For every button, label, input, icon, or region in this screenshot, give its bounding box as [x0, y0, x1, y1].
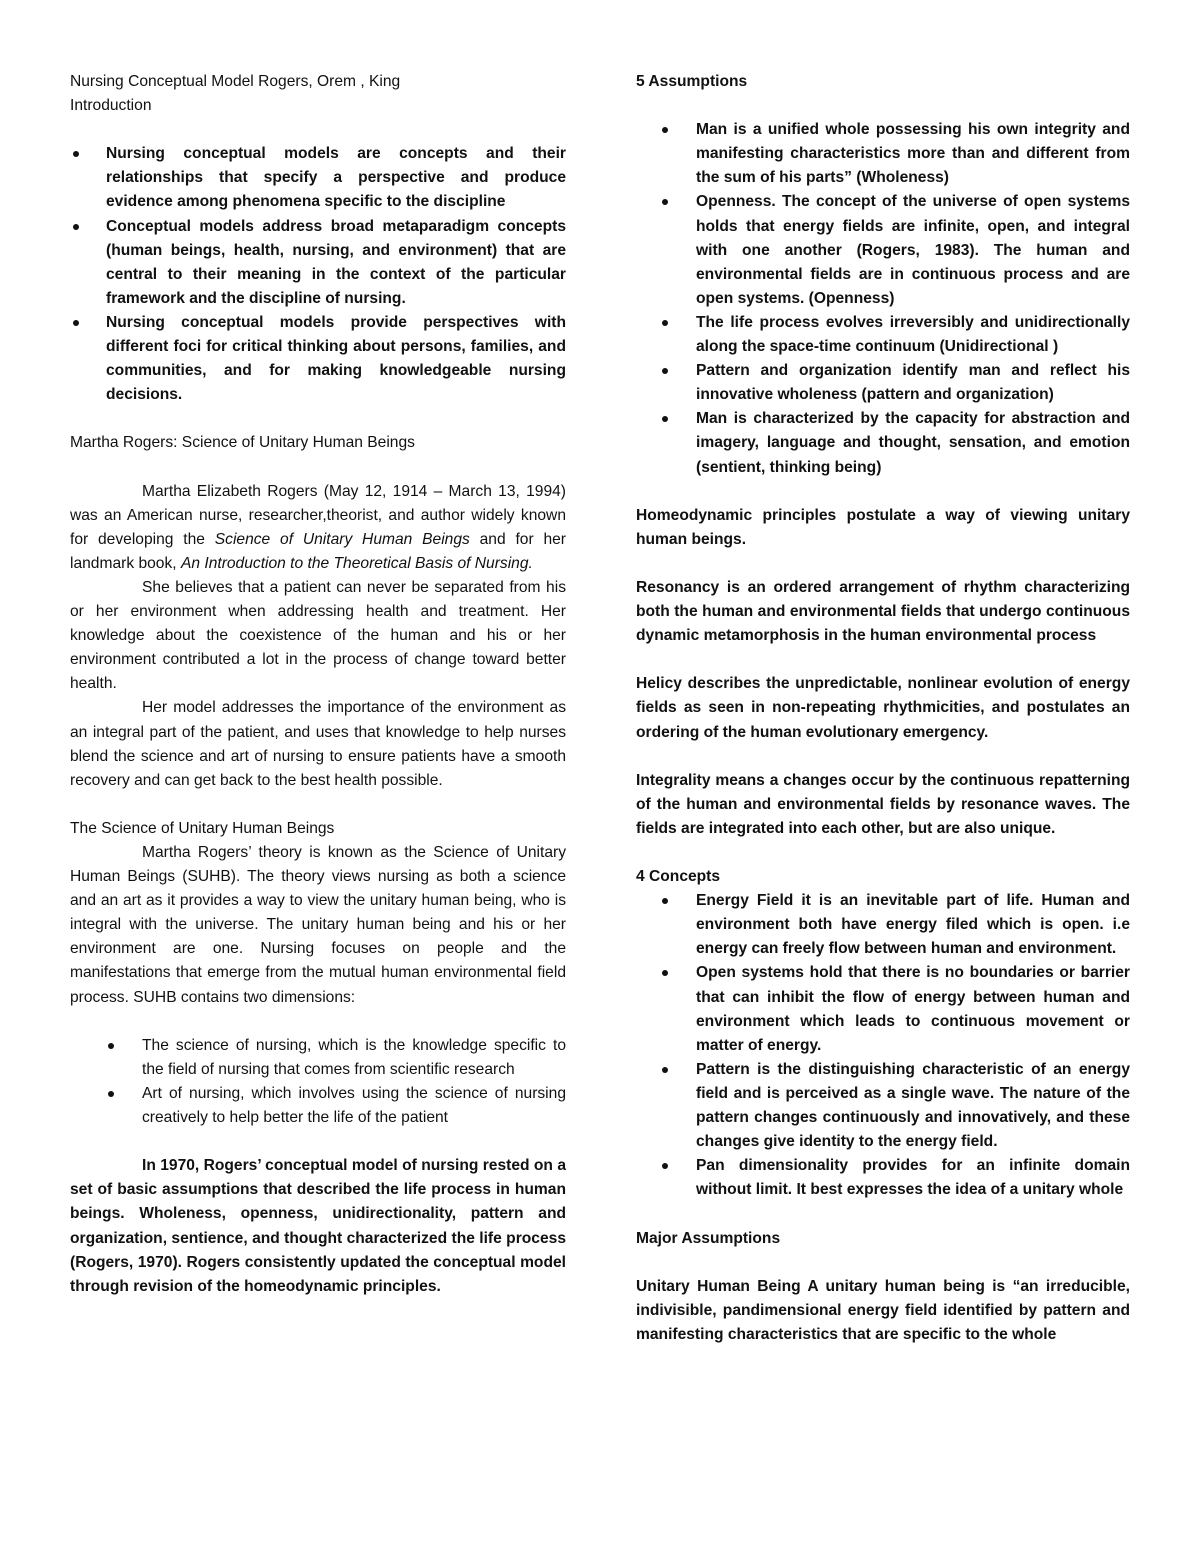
suhb-heading: The Science of Unitary Human Beings [70, 819, 335, 837]
helicy-paragraph: Helicy describes the unpredictable, nonlinear evolution of energy fields as seen in non-repeating rhythmicities, and postulates an ordering of the human evolutionary emergency. [636, 675, 1130, 741]
bullet-icon [73, 224, 79, 230]
list-item: Art of nursing, which involves using the science of nursing creatively to help better the life of the patient [70, 1082, 566, 1130]
resonancy-paragraph: Resonancy is an ordered arrangement of rhythm characterizing both the human and environmental fields that undergo continuous dynamic metamorphosis in the human environmental process [636, 578, 1130, 645]
bullet-icon [662, 127, 668, 133]
list-item: The science of nursing, which is the knowledge specific to the field of nursing that comes from scientific research [70, 1034, 566, 1082]
list-item: Nursing conceptual models provide perspectives with different foci for critical thinking about persons, families, and communities, and for making knowledgeable nursing decisions. [70, 311, 566, 407]
list-item: Pan dimensionality provides for an infinite domain without limit. It best expresses the idea of a unitary whole [636, 1154, 1130, 1202]
integrality-paragraph: Integrality means a changes occur by the continuous repatterning of the human and environmental fields by resonance waves. The fields are integrated into each other, but are also unique. [636, 771, 1130, 837]
bullet-icon [662, 416, 668, 422]
concepts-list [636, 889, 1130, 1202]
suhb-paragraph: Martha Rogers’ theory is known as the Science of Unitary Human Beings (SUHB). The theory views nursing as both a science and an art as it provides a way to view the unitary human being, who is integral with the universe. The unitary human being and his or her environment are one. Nursing focuses on people and the manifestations that emerge from the mutual human environmental field process. SUHB contains two dimensions: [70, 844, 566, 1006]
bullet-icon [662, 320, 668, 326]
bullet-icon [662, 898, 668, 904]
list-item: Nursing conceptual models are concepts and their relationships that specify a perspective and produce evidence among phenomena specific to the discipline [70, 142, 566, 214]
bullet-icon [662, 368, 668, 374]
bullet-icon [108, 1043, 114, 1049]
dimensions-list [70, 1034, 566, 1130]
list-item: Pattern and organization identify man and reflect his innovative wholeness (pattern and organization) [636, 359, 1130, 407]
list-item: Energy Field it is an inevitable part of life. Human and environment both have energy filed which is open. i.e energy can freely flow between human and environment. [636, 889, 1130, 961]
list-item: Openness. The concept of the universe of open systems holds that energy fields are infinite, open, and integral with one another (Rogers, 1983). The human and environmental fields are in continuous process and are open systems. (Openness) [636, 190, 1130, 310]
unitary-human-being-paragraph: Unitary Human Being A unitary human being is “an irreducible, indivisible, pandimensional energy field identified by pattern and manifesting characteristics that are specific to the whole [636, 1277, 1130, 1343]
list-item: Pattern is the distinguishing characteristic of an energy field and is perceived as a single wave. The nature of the pattern changes continuously and innovatively, and these changes give identity to the energy field. [636, 1058, 1130, 1154]
assumptions-list [636, 118, 1130, 479]
introduction-list [70, 142, 566, 407]
assumptions-heading: 5 Assumptions [636, 73, 748, 90]
major-assumptions-heading: Major Assumptions [636, 1229, 781, 1247]
bullet-icon [662, 970, 668, 976]
bullet-icon [108, 1091, 114, 1097]
assumptions-1970-paragraph: In 1970, Rogers’ conceptual model of nursing rested on a set of basic assumptions that described the life process in human beings. Wholeness, openness, unidirectionality, pattern and organization, sentience, and thought characterized the life process (Rogers, 1970). Rogers consistently updated the conceptual model through revision of the homeodynamic principles. [70, 1157, 566, 1295]
right-column [636, 70, 1130, 1347]
bullet-icon [662, 1163, 668, 1169]
model-paragraph: Her model addresses the importance of the environment as an integral part of the patient, and uses that knowledge to help nurses blend the science and art of nursing to ensure patients have a smooth recovery and can get back to the best health possible. [70, 699, 566, 789]
list-item: Open systems hold that there is no boundaries or barrier that can inhibit the flow of energy between human and environment which leads to continuous movement or matter of energy. [636, 961, 1130, 1057]
bullet-icon [73, 320, 79, 326]
document-title: Nursing Conceptual Model Rogers, Orem , King [70, 73, 401, 90]
biography-paragraph: Martha Elizabeth Rogers (May 12, 1914 – March 13, 1994) was an American nurse, researcher,theorist, and author widely known for developing the Science of Unitary Human Beings and for her landmark book, An Introduction to the Theoretical Basis of Nursing. [70, 482, 566, 572]
bullet-icon [73, 151, 79, 157]
list-item: Man is characterized by the capacity for abstraction and imagery, language and thought, sensation, and emotion (sentient, thinking being) [636, 407, 1130, 479]
rogers-heading: Martha Rogers: Science of Unitary Human Beings [70, 434, 415, 452]
bullet-icon [662, 1067, 668, 1073]
list-item: Conceptual models address broad metaparadigm concepts (human beings, health, nursing, and environment) that are central to their meaning in the context of the particular framework and the discipline of nursing. [70, 215, 566, 311]
list-item: The life process evolves irreversibly and unidirectionally along the space-time continuum (Unidirectional ) [636, 311, 1130, 359]
homeodynamic-paragraph: Homeodynamic principles postulate a way of viewing unitary human beings. [636, 506, 1130, 548]
introduction-heading: Introduction [70, 97, 152, 115]
concepts-heading: 4 Concepts [636, 868, 721, 886]
environment-paragraph: She believes that a patient can never be separated from his or her environment when addressing health and treatment. Her knowledge about the coexistence of the human and his or her environment contributed a lot in the process of change toward better health. [70, 578, 566, 693]
list-item: Man is a unified whole possessing his own integrity and manifesting characteristics more than and different from the sum of his parts” (Wholeness) [636, 118, 1130, 190]
left-column [70, 70, 566, 1299]
bullet-icon [662, 199, 668, 205]
